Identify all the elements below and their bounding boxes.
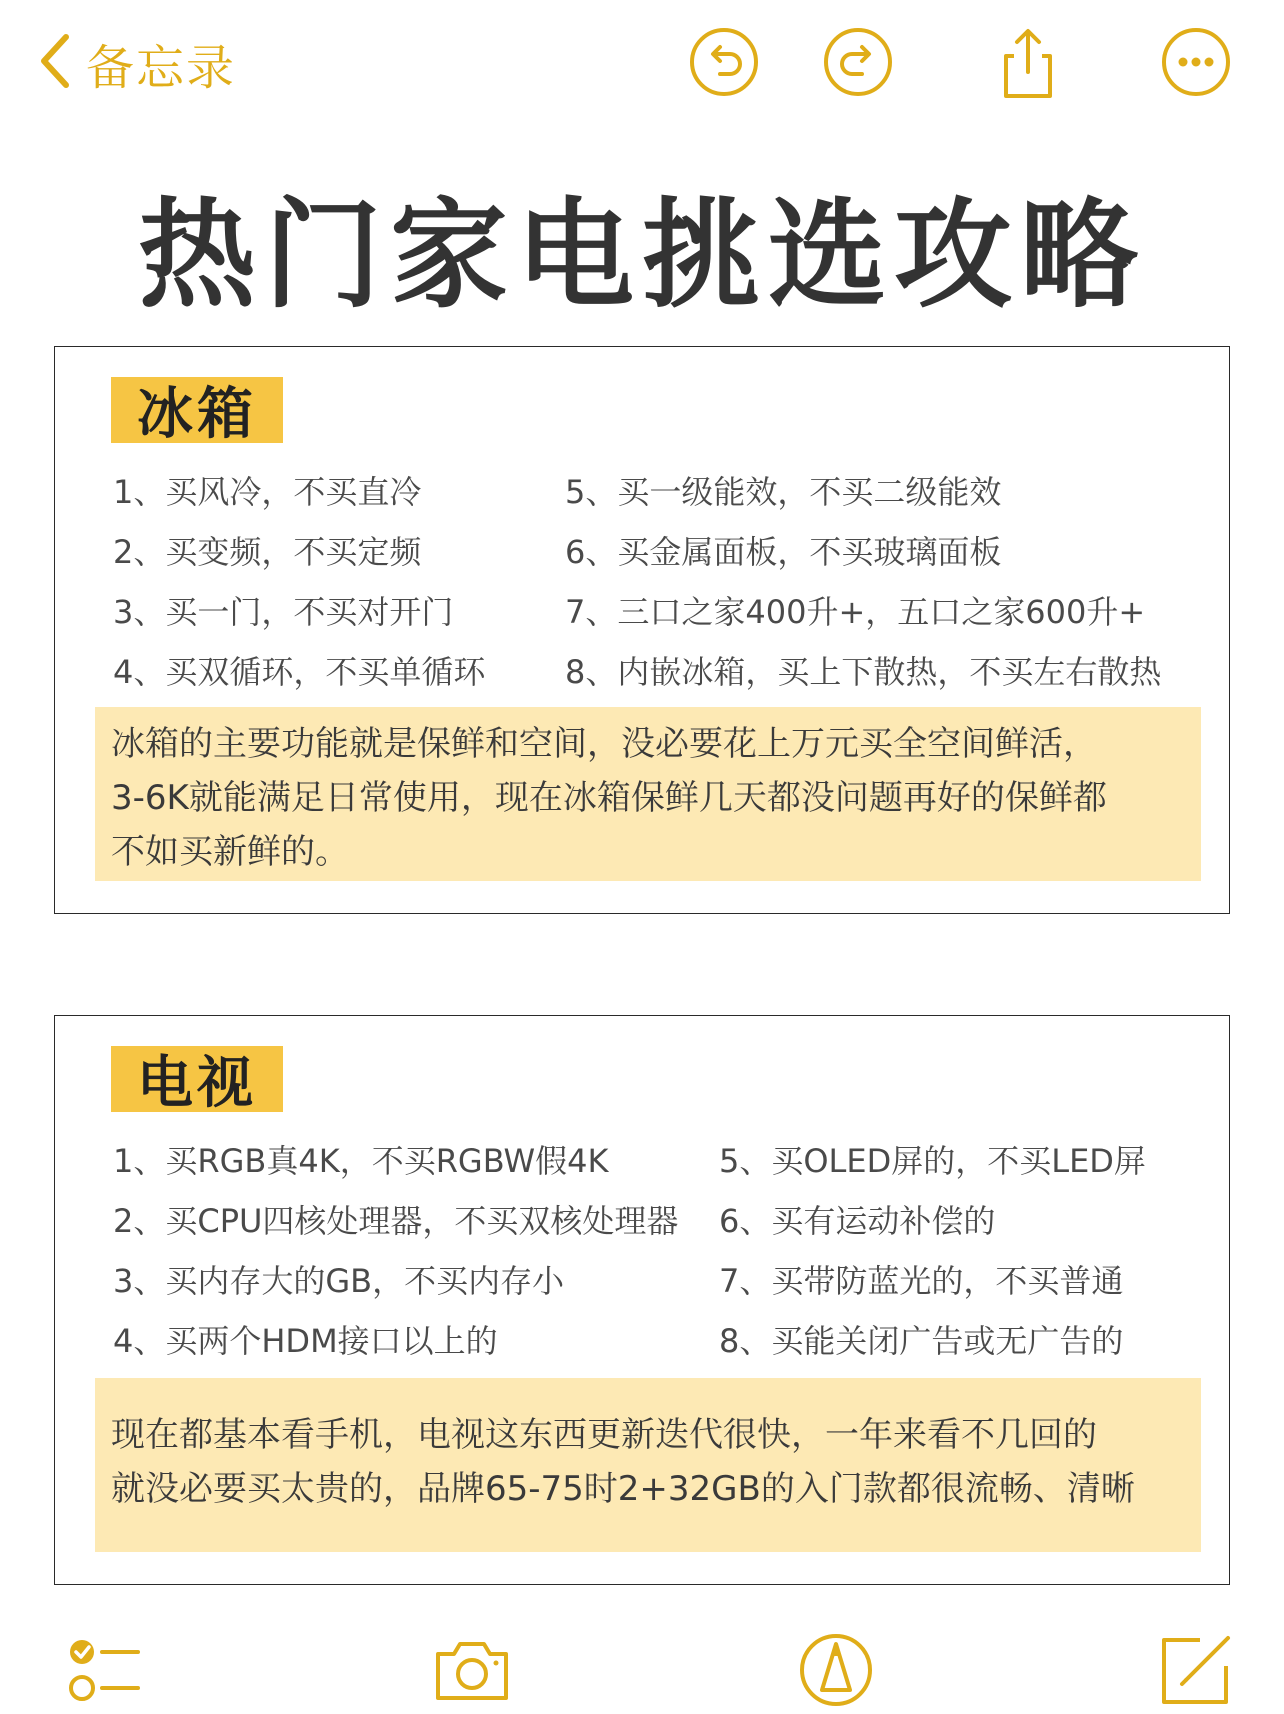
- top-navigation-bar: [0, 0, 1284, 130]
- summary-line: 冰箱的主要功能就是保鲜和空间，没必要花上万元买全空间鲜活，: [111, 724, 1097, 764]
- tip-item: 3、买一门，不买对开门: [113, 593, 454, 631]
- tip-item: 5、买一级能效，不买二级能效: [565, 473, 1002, 511]
- tip-item: 3、买内存大的GB，不买内存小: [113, 1262, 565, 1300]
- back-button[interactable]: [36, 28, 236, 98]
- section-tag: 冰箱: [111, 377, 283, 443]
- tip-item: 2、买变频，不买定频: [113, 533, 422, 571]
- more-icon[interactable]: [1158, 24, 1234, 100]
- summary-line: 现在都基本看手机，电视这东西更新迭代很快，一年来看不几回的: [111, 1415, 1097, 1455]
- compose-icon[interactable]: [1156, 1630, 1236, 1710]
- tip-item: 7、买带防蓝光的，不买普通: [719, 1262, 1124, 1300]
- tip-item: 5、买OLED屏的，不买LED屏: [719, 1142, 1146, 1180]
- undo-icon[interactable]: [686, 24, 762, 100]
- summary-line: 就没必要买太贵的，品牌65-75时2+32GB的入门款都很流畅、清晰: [111, 1469, 1135, 1509]
- tip-item: 6、买金属面板，不买玻璃面板: [565, 533, 1002, 571]
- tip-item: 4、买双循环，不买单循环: [113, 653, 486, 691]
- summary-box: [95, 1378, 1201, 1552]
- redo-icon[interactable]: [820, 24, 896, 100]
- tip-item: 8、内嵌冰箱，买上下散热，不买左右散热: [565, 653, 1162, 691]
- share-icon[interactable]: [990, 24, 1066, 100]
- tip-item: 2、买CPU四核处理器，不买双核处理器: [113, 1202, 679, 1240]
- section-card-tv: [54, 1015, 1230, 1585]
- note-title: 热门家电挑选攻略: [137, 186, 1146, 324]
- tip-item: 7、三口之家400升+，五口之家600升+: [565, 593, 1146, 631]
- bottom-toolbar: [0, 1620, 1284, 1712]
- tip-item: 6、买有运动补偿的: [719, 1202, 996, 1240]
- camera-icon[interactable]: [432, 1630, 512, 1710]
- tip-item: 1、买风冷，不买直冷: [113, 473, 422, 511]
- checklist-icon[interactable]: [64, 1630, 144, 1710]
- markup-pen-icon[interactable]: [796, 1630, 876, 1710]
- tip-item: 4、买两个HDM接口以上的: [113, 1322, 498, 1360]
- summary-box: [95, 707, 1201, 881]
- summary-line: 不如买新鲜的。: [111, 832, 349, 872]
- summary-line: 3-6K就能满足日常使用，现在冰箱保鲜几天都没问题再好的保鲜都: [111, 778, 1107, 818]
- back-label: 备忘录: [86, 39, 237, 96]
- tip-item: 1、买RGB真4K，不买RGBW假4K: [113, 1142, 609, 1180]
- section-tag: 电视: [111, 1046, 283, 1112]
- chevron-left-icon: [36, 31, 72, 95]
- section-card-fridge: [54, 346, 1230, 914]
- tip-item: 8、买能关闭广告或无广告的: [719, 1322, 1124, 1360]
